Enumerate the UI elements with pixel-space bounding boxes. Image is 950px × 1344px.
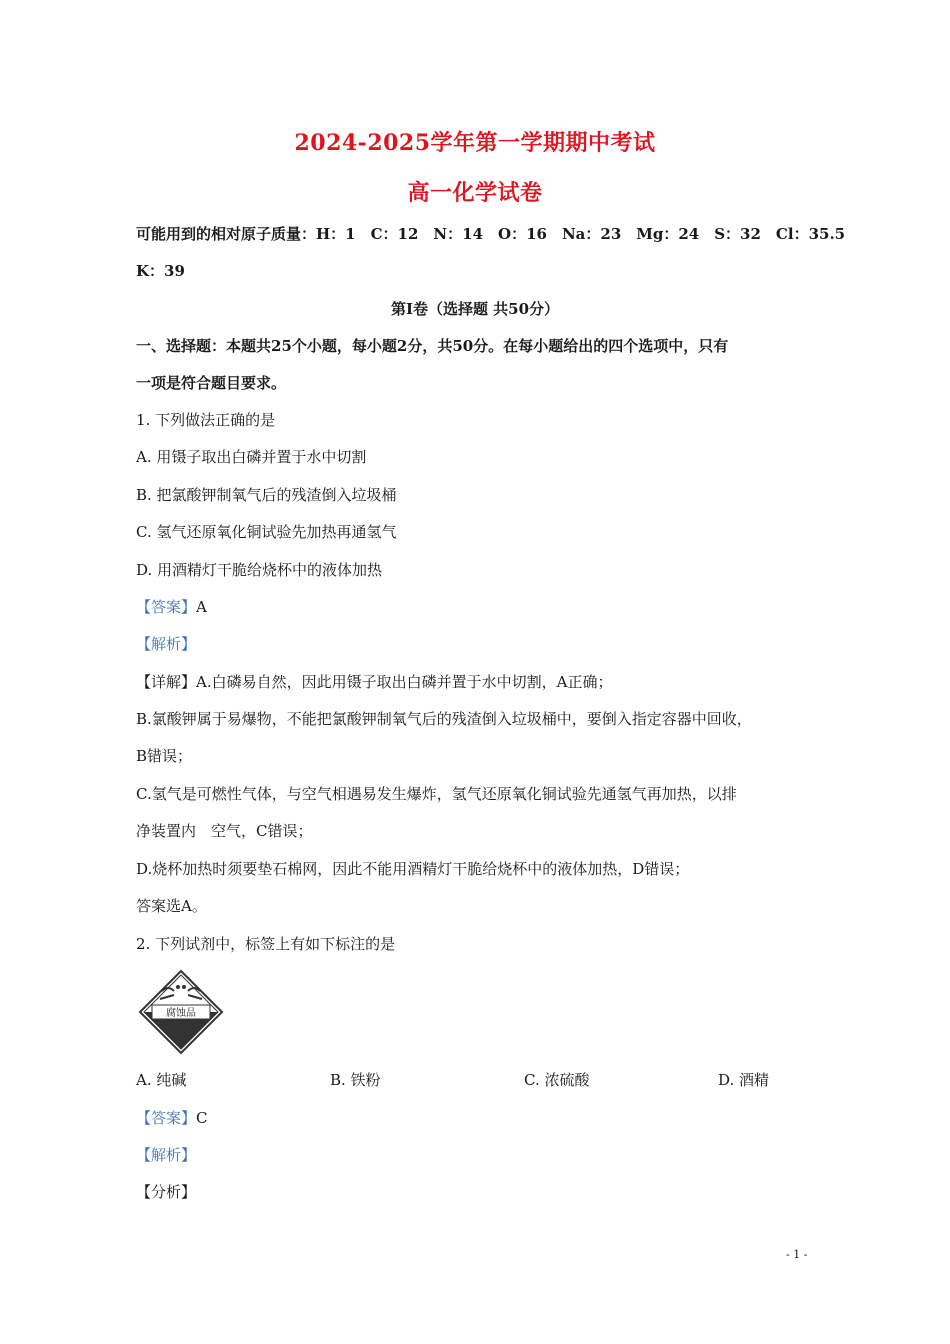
hazard-label-text: 腐蚀品: [166, 1008, 196, 1019]
detail-a-text: A.白磷易自然，因此用镊子取出白磷并置于水中切割，A正确；: [196, 673, 613, 691]
question-1-option-b: B. 把氯酸钾制氧气后的残渣倒入垃圾桶: [136, 486, 397, 504]
instructions-cont: 一项是符合题目要求。: [136, 374, 287, 392]
exam-subtitle: 高一化学试卷: [407, 180, 543, 206]
question-2-subanalysis-tag: 【分析】: [136, 1183, 197, 1201]
question-1-detail-b: B.氯酸钾属于易爆物，不能把氯酸钾制氧气后的残渣倒入垃圾桶中，要倒入指定容器中回收，: [136, 710, 752, 728]
answer-value: A: [196, 598, 207, 616]
page-number: - 1 -: [786, 1248, 808, 1261]
instructions: 一、选择题：本题共25个小题，每小题2分，共50分。在每小题给出的四个选项中，只有: [136, 337, 729, 355]
answer-value: C: [196, 1109, 208, 1127]
question-2-answer: [136, 1108, 208, 1128]
atomic-masses: 可能用到的相对原子质量：H：1 C：12 N：14 O：16 Na：23 Mg：24 S：32 Cl：35.5: [136, 225, 846, 243]
question-2-option-a: A. 纯碱: [136, 1071, 187, 1089]
question-2-analysis-tag: 【解析】: [136, 1146, 197, 1164]
exam-title: 2024-2025学年第一学期期中考试: [294, 130, 656, 156]
question-1-detail-a: [136, 672, 612, 692]
question-1-detail-c-cont: 净装置内 空气，C错误；: [136, 822, 313, 840]
question-2-option-d: D. 酒精: [718, 1071, 770, 1089]
question-1-answer: [136, 597, 207, 617]
question-2-option-b: B. 铁粉: [330, 1071, 381, 1089]
answer-tag: 【答案】: [136, 1109, 197, 1127]
corrosive-hazard-icon: [138, 969, 224, 1059]
question-2-stem: 2. 下列试剂中，标签上有如下标注的是: [136, 935, 396, 953]
question-1-detail-d: D.烧杯加热时须要垫石棉网，因此不能用酒精灯干脆给烧杯中的液体加热，D错误；: [136, 860, 690, 878]
question-1-conclusion: 答案选A。: [136, 897, 207, 915]
question-1-option-a: A. 用镊子取出白磷并置于水中切割: [136, 448, 367, 466]
atomic-masses-cont: K：39: [136, 262, 185, 280]
detail-tag: 【详解】: [136, 673, 197, 691]
question-1-option-d: D. 用酒精灯干脆给烧杯中的液体加热: [136, 561, 383, 579]
answer-tag: 【答案】: [136, 598, 197, 616]
question-2-option-c: C. 浓硫酸: [524, 1071, 590, 1089]
section-title: 第Ⅰ卷（选择题 共50分）: [390, 300, 560, 318]
question-1-stem: 1. 下列做法正确的是: [136, 411, 276, 429]
question-1-analysis-tag: 【解析】: [136, 635, 197, 653]
question-1-option-c: C. 氢气还原氧化铜试验先加热再通氢气: [136, 523, 397, 541]
question-1-detail-b-cont: B错误；: [136, 747, 193, 765]
question-1-detail-c: C.氢气是可燃性气体，与空气相遇易发生爆炸，氢气还原氧化铜试验先通氢气再加热，以排: [136, 785, 737, 803]
